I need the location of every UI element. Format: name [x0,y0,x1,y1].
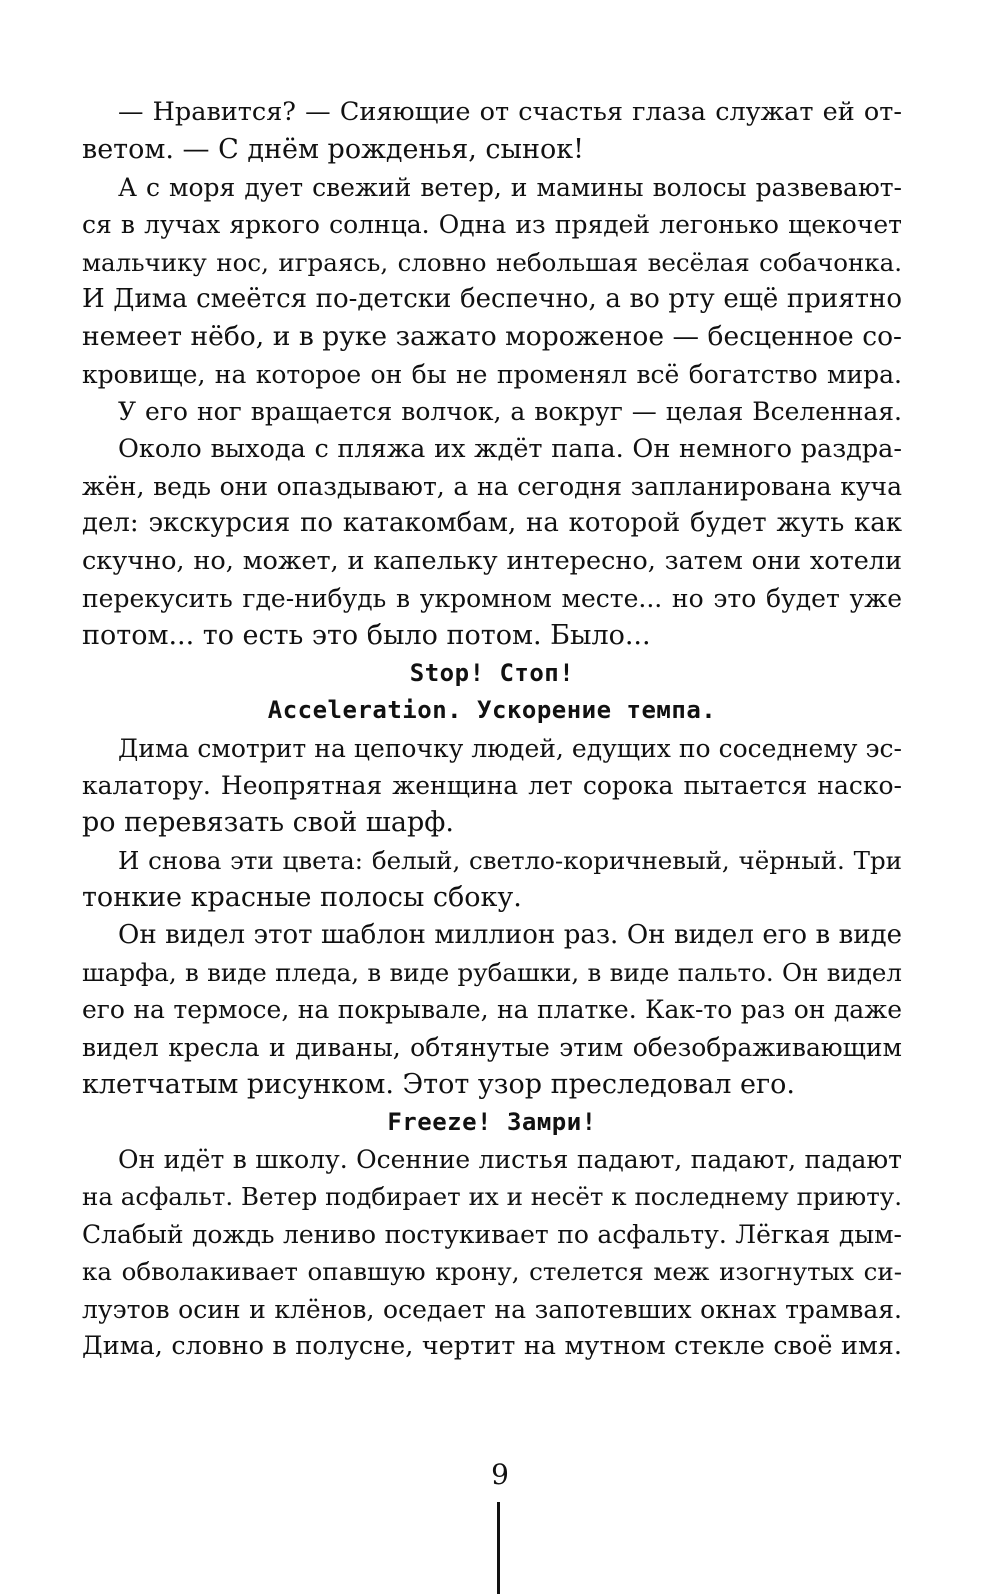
text-line: ся в лучах яркого солнца. Одна из прядей легонько щекочет [82,210,902,240]
text-line: ро перевязать свой шарф. [82,807,454,839]
text-line: Он идёт в школу. Осенние листья падают, падают, падают [118,1144,902,1174]
text-line: кровище, на которое он бы не променял всё богатство мира. [82,359,902,389]
text-line: луэтов осин и клёнов, оседает на запотевших окнах трамвая. [82,1294,902,1324]
text-line: Он видел этот шаблон миллион раз. Он видел его в виде [118,919,902,950]
text-line: И Дима смеётся по-детски беспечно, а во рту ещё приятно [82,283,902,314]
typewriter-heading: Freeze! Замри! [387,1107,597,1136]
text-line: потом... то есть это было потом. Было... [82,620,651,652]
text-line: ветом. — С днём рожденья, сынок! [82,134,585,166]
text-line: Слабый дождь лениво постукивает по асфальту. Лёгкая дым- [82,1219,902,1249]
text-line: шарфа, в виде пледа, в виде рубашки, в виде пальто. Он видел [82,957,902,987]
text-line: клетчатым рисунком. Этот узор преследовал его. [82,1069,795,1101]
text-line: немеет нёбо, и в руке зажато мороженое — бесценное со- [82,321,902,353]
text-line: калатору. Неопрятная женщина лет сорока пытается наско- [82,771,902,801]
text-line: И снова эти цвета: белый, светло-коричневый, чёрный. Три [118,845,902,875]
text-line: жён, ведь они опаздывают, а на сегодня запланирована куча [82,471,902,501]
text-line: А с моря дует свежий ветер, и мамины волосы развевают- [118,172,902,202]
text-line: перекусить где-нибудь в укромном месте... но это будет уже [82,584,902,614]
text-line: скучно, но, может, и капельку интересно, затем они хотели [82,545,902,576]
text-line: Около выхода с пляжа их ждёт папа. Он немного раздра- [118,433,902,464]
text-line: — Нравится? — Сияющие от счастья глаза служат ей от- [118,97,902,127]
text-line: У его ног вращается волчок, а вокруг — целая Вселенная. [118,397,902,427]
page-divider-rule [497,1502,500,1594]
page-number: 9 [491,1458,509,1491]
text-line: на асфальт. Ветер подбирает их и несёт к последнему приюту. [82,1182,902,1212]
text-line: мальчику нос, играясь, словно небольшая весёлая собачонка. [82,247,902,277]
typewriter-heading: Acceleration. Ускорение темпа. [267,696,717,725]
text-line: дел: экскурсия по катакомбам, на которой будет жуть как [82,508,902,539]
text-line: Дима смотрит на цепочку людей, едущих по соседнему эс- [118,733,902,763]
text-line: тонкие красные полосы сбоку. [82,882,522,914]
typewriter-heading: Stop! Стоп! [409,658,575,687]
page-text [82,94,902,1365]
text-line: ка обволакивает опавшую крону, стелется меж изогнутых си- [82,1257,902,1287]
text-line: видел кресла и диваны, обтянутые этим обезображивающим [82,1032,902,1062]
text-line: Дима, словно в полусне, чертит на мутном стекле своё имя. [82,1330,902,1361]
text-line: его на термосе, на покрывале, на платке. Как-то раз он даже [82,995,902,1025]
